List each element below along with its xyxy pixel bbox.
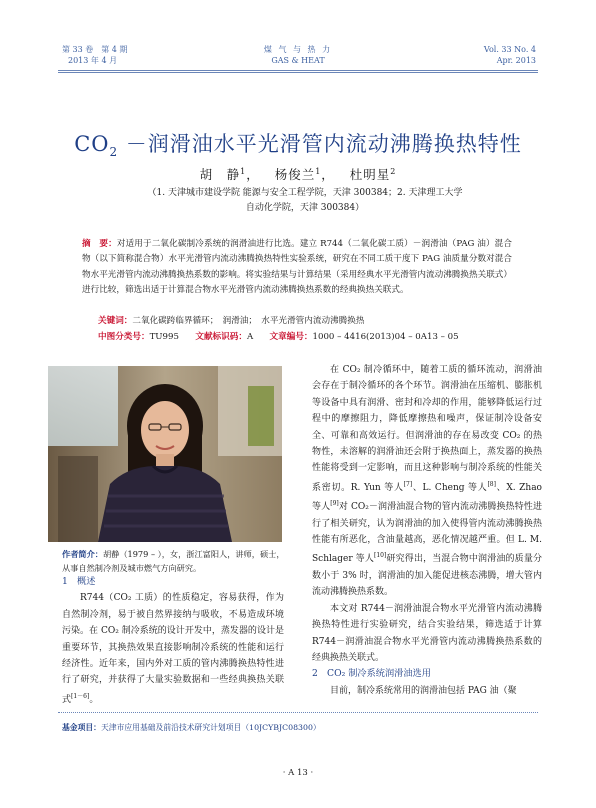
right-column bbox=[312, 362, 542, 699]
keywords-label: 关键词： bbox=[98, 316, 133, 326]
section-1-title: 1 概述 bbox=[62, 576, 96, 587]
author-1-aff: 1 bbox=[240, 166, 247, 176]
left-paragraph-1 bbox=[62, 590, 284, 708]
right-paragraph-3: 目前，制冷系统常用的润滑油包括 PAG 油（聚 bbox=[330, 685, 517, 696]
classification-line bbox=[98, 330, 538, 344]
author-list bbox=[0, 165, 596, 183]
author-caption bbox=[62, 548, 292, 575]
left-p1-end: 。 bbox=[89, 694, 99, 705]
keywords bbox=[98, 314, 518, 328]
title-subscript: 2 bbox=[109, 145, 119, 160]
right-p1-d: 对 CO₂－润滑油混合物的管内流动沸腾换热特性进行了相关研究，认为润滑油的加入使得管内流动沸腾换热性能有所恶化，含油量越高，恶化情况越严重。但 L. M. Schlager 等人 bbox=[312, 502, 542, 565]
funding-text: 天津市应用基础及前沿技术研究计划项目（10JCYBJC08300） bbox=[100, 723, 321, 732]
author-sep-1: ， bbox=[246, 167, 260, 182]
abstract bbox=[82, 237, 512, 299]
right-paragraph-2: 本文对 R744－润滑油混合物水平光滑管内流动沸腾换热特性进行实验研究，结合实验结果，筛选适于计算 R744－润滑油混合物水平光滑管内流动沸腾换热系数的经典换热关联式。 bbox=[312, 603, 542, 663]
funding-note bbox=[62, 722, 542, 733]
article-no-value: 1000 – 4416(2013)04 – 0A13 – 05 bbox=[312, 332, 459, 342]
article-no-label: 文章编号： bbox=[269, 332, 313, 342]
ref-10: [10] bbox=[373, 552, 387, 560]
keywords-text: 二氧化碳跨临界循环； 润滑油； 水平光滑管内流动沸腾换热 bbox=[132, 316, 365, 326]
author-photo bbox=[48, 366, 282, 542]
affiliation-line-2: 自动化学院，天津 300384） bbox=[245, 203, 365, 213]
author-2: 杨俊兰 bbox=[274, 167, 316, 182]
clc-value: TU995 bbox=[149, 332, 179, 342]
left-column bbox=[62, 574, 284, 708]
abstract-text: 对适用于二氧化碳制冷系统的润滑油进行比选。建立 R744（二氧化碳工质）－润滑油（PAG 油）混合物（以下简称混合物）水平光滑管内流动沸腾换热特性实验系统，研究在不同工质干度下 PAG 油质量分数对混合物水平光滑管内流动沸腾换热系数的影响。将实验结果与计算结果（采用经典水平光滑管内流动沸腾换热关联式）进行比较，筛选出适于计算混合物水平光滑管内流动沸腾换热系数的经典换热关联式。 bbox=[82, 239, 512, 296]
section-2-title: 2 CO₂ 制冷系统润滑油选用 bbox=[312, 668, 431, 680]
right-p1-c: 、X. Zhao 等人 bbox=[312, 482, 542, 513]
right-p1-a: 在 CO₂ 制冷循环中，随着工质的循环流动，润滑油会存在于制冷循环的各个环节。润滑油在压缩机、膨胀机等设备中具有润滑、密封和冷却的作用，能够降低运行过程中的摩擦阻力，降低摩擦热和噪声，保证制冷设备安全、可靠和高效运行。但润滑油的存在易改变 CO₂ 的热物性，未溶解的润滑油还会附于换热面上，蒸发器的换热性能将受到一定影响，而且这种影响与制冷系统的性能关系密切。R. Yun 等人 bbox=[312, 365, 542, 493]
author-2-aff: 1 bbox=[315, 166, 322, 176]
right-p1-e: 研究得出，当混合物中润滑油的质量分数小于 3% 时，润滑油的加入能促进核态沸腾，增大管内流动沸腾换热系数。 bbox=[312, 554, 542, 598]
affiliation-line-1: （1. 天津城市建设学院 能源与安全工程学院，天津 300384；2. 天津理工大学 bbox=[147, 188, 463, 198]
header-rule-2 bbox=[58, 72, 538, 73]
header-rule bbox=[58, 70, 538, 71]
right-p1-b: 、L. Cheng 等人 bbox=[412, 482, 488, 493]
ref-7: [7] bbox=[403, 480, 413, 488]
title-co: CO bbox=[74, 132, 110, 156]
ref-8: [8] bbox=[487, 480, 496, 488]
header-journal-en: GAS & HEAT bbox=[271, 56, 325, 65]
author-1: 胡 静 bbox=[199, 167, 241, 182]
header-date-en: Apr. 2013 bbox=[496, 56, 536, 65]
author-photo-graphic bbox=[48, 366, 282, 542]
author-3-aff: 2 bbox=[390, 166, 397, 176]
caption-label: 作者简介： bbox=[62, 549, 103, 559]
author-sep-2: ， bbox=[321, 167, 335, 182]
clc-label: 中图分类号： bbox=[98, 332, 150, 342]
header-volume-en: Vol. 33 No. 4 bbox=[483, 45, 536, 54]
funding-label: 基金项目： bbox=[62, 723, 101, 732]
page-number: · A 13 · bbox=[282, 768, 314, 778]
header-date-cn: 2013 年 4 月 bbox=[68, 56, 118, 65]
article-title bbox=[0, 128, 596, 159]
abstract-label: 摘 要： bbox=[82, 239, 117, 249]
doc-code-label: 文献标识码： bbox=[195, 332, 247, 342]
header-volume-cn: 第 33 卷 第 4 期 bbox=[62, 45, 128, 54]
doc-code-value: A bbox=[246, 332, 254, 342]
left-p1-ref: [1－6] bbox=[71, 692, 90, 700]
header-journal-cn: 煤 气 与 热 力 bbox=[263, 45, 333, 54]
title-rest: －润滑油水平光滑管内流动沸腾换热特性 bbox=[118, 132, 522, 156]
affiliation bbox=[130, 186, 480, 216]
footer-rule bbox=[58, 712, 538, 713]
ref-9: [9] bbox=[330, 500, 339, 508]
left-p1-text: R744（CO₂ 工质）的性质稳定，容易获得，作为自然制冷剂，易于被自然界接纳与吸收，不易造成环境污染。在 CO₂ 制冷系统的设计开发中，蒸发器的设计是重要环节，其换热效果直接影响制冷系统的性能和运行经济性。近年来，国内外对工质的管内沸腾换热特性进行了研究，并获得了大量实验数据和一些经典换热关联式 bbox=[62, 593, 284, 705]
author-3: 杜明星 bbox=[349, 167, 391, 182]
right-paragraph-1 bbox=[312, 362, 542, 601]
caption-text: 胡静（1979 – ），女，浙江富阳人，讲师，硕士，从事自然制冷剂及城市燃气方向研究。 bbox=[62, 549, 285, 573]
